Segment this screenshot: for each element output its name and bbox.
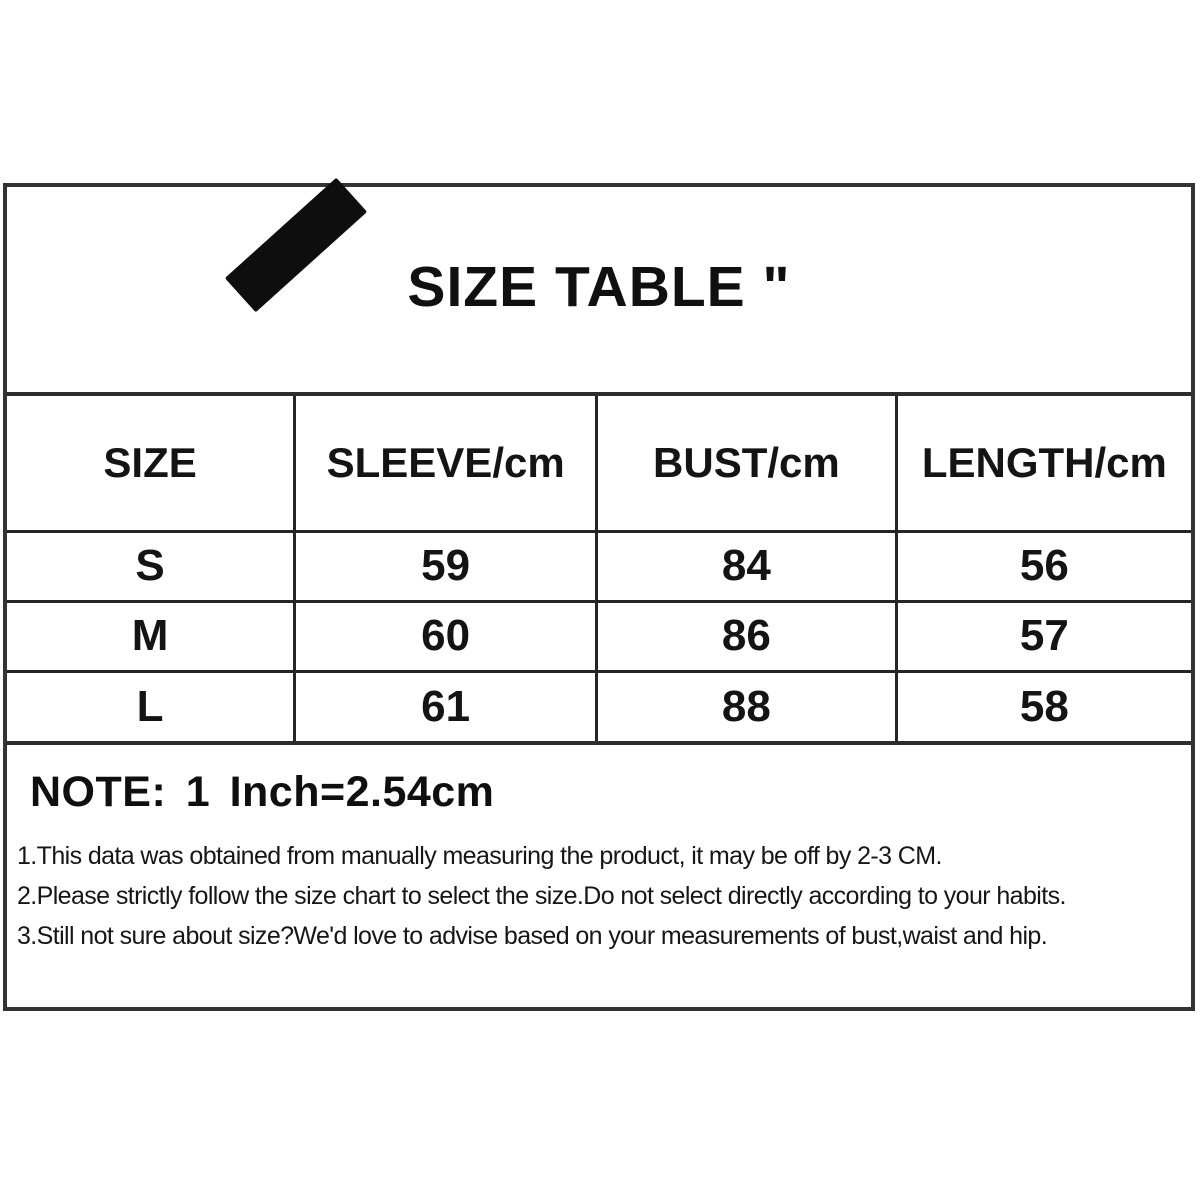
cell-sleeve: 61 [295, 671, 597, 741]
cell-size: L [7, 671, 295, 741]
cell-length: 56 [896, 531, 1191, 601]
cell-size: S [7, 531, 295, 601]
note-line-1: 1.This data was obtained from manually measuring the product, it may be off by 2-3 CM. [17, 842, 942, 870]
note-area [7, 741, 1191, 956]
table-row-m [7, 601, 1191, 671]
cell-bust: 84 [597, 531, 897, 601]
size-chart-frame [3, 183, 1195, 1011]
size-table [7, 396, 1191, 741]
column-header-bust: BUST/cm [597, 396, 897, 531]
table-header-row [7, 396, 1191, 531]
cell-bust: 86 [597, 601, 897, 671]
column-header-sleeve: SLEEVE/cm [295, 396, 597, 531]
cell-sleeve: 59 [295, 531, 597, 601]
cell-bust: 88 [597, 671, 897, 741]
cell-length: 57 [896, 601, 1191, 671]
cell-sleeve: 60 [295, 601, 597, 671]
cell-size: M [7, 601, 295, 671]
table-row-l [7, 671, 1191, 741]
table-row-s [7, 531, 1191, 601]
note-line-2: 2.Please strictly follow the size chart to select the size.Do not select directly according to your habits. [17, 882, 1066, 910]
cell-length: 58 [896, 671, 1191, 741]
title-area [7, 187, 1191, 396]
page-title: SIZE TABLE " [407, 255, 791, 319]
column-header-length: LENGTH/cm [896, 396, 1191, 531]
column-header-size: SIZE [7, 396, 295, 531]
note-heading: NOTE: 1 Inch=2.54cm [30, 768, 495, 816]
note-line-3: 3.Still not sure about size?We'd love to advise based on your measurements of bust,waist and hip. [17, 922, 1048, 950]
